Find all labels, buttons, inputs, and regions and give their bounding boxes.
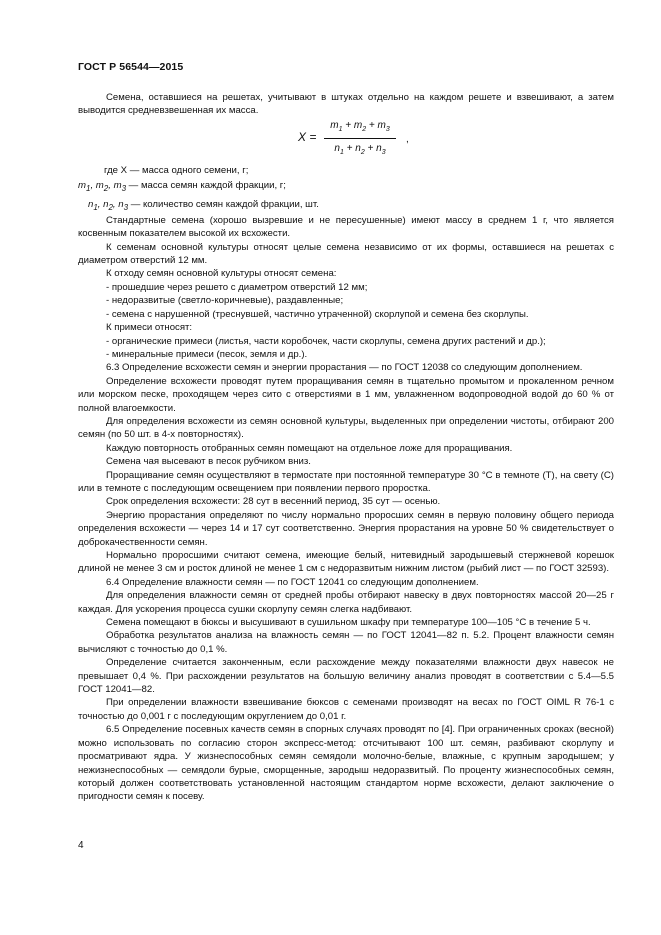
page-number: 4 bbox=[78, 840, 84, 851]
body-paragraph: Обработка результатов анализа на влажность семян — по ГОСТ 12041—82 п. 5.2. Процент влажности семян вычисляют с точностью до 0,1 %. bbox=[78, 630, 614, 655]
body-paragraph: К отходу семян основной культуры относят семена: bbox=[106, 268, 337, 280]
body-paragraph: - недоразвитые (светло-коричневые), раздавленные; bbox=[106, 295, 344, 307]
where-x-var: где X bbox=[104, 164, 128, 176]
intro-paragraph: Семена, оставшиеся на решетах, учитывают в штуках отдельно на каждом решете и взвешивают, а затем выводится средневзвешенная их масса. bbox=[78, 92, 614, 117]
body-paragraph: К семенам основной культуры относят целые семена независимо от их формы, оставшиеся на решетах с диаметром отверстий 12 мм. bbox=[78, 241, 614, 267]
formula-denominator: $n_1 + n_2 + n_3$ bbox=[334, 143, 386, 157]
where-m bbox=[78, 179, 614, 195]
where-x bbox=[78, 164, 614, 177]
body-paragraph: Срок определения всхожести: 28 сут в весенний период, 35 сут — осенью. bbox=[106, 496, 441, 508]
body-paragraph: Для определения всхожести из семян основной культуры, выделенных при определении чистоты, отбирают 200 семян (по 50 шт. в 4-х повторностях). bbox=[78, 415, 614, 441]
formula-tail: , bbox=[406, 133, 409, 145]
body-paragraphs bbox=[78, 214, 614, 804]
document-body bbox=[78, 91, 614, 804]
body-paragraph: - семена с нарушенной (треснувшей, частично утраченной) скорлупой и семена без скорлупы. bbox=[106, 308, 529, 320]
where-x-desc: — масса одного семени, г; bbox=[127, 164, 249, 176]
body-paragraph: 6.5 Определение посевных качеств семян в спорных случаях проводят по [4]. При ограниченных сроках (весной) можно использовать по согласию сторон экспресс-метод: отсчитывают 100 шт. семян, разбивают скорлупу и просматривают ядра. У жизнеспособных семян семядоли молочно-белые, влажные, с крупным зародышем; у нежизнеспособных — семядоли бурые, сморщенные, зародыш недоразвитый. По проценту жизнеспособных семян, который должен соответствовать установленной настоящим стандартом норме всхожести, делают заключение о пригодности семян к посеву. bbox=[78, 724, 614, 803]
where-m-desc: — масса семян каждой фракции, г; bbox=[126, 180, 286, 192]
where-m-var: $m_1$, $m_2$, $m_3$ bbox=[78, 180, 127, 194]
body-paragraph: При определении влажности взвешивание бюксов с семенами производят на весах по ГОСТ OIML R 76-1 с точностью до 0,001 г с последующим округлением до 0,01 г. bbox=[78, 697, 614, 722]
body-paragraph: 6.3 Определение всхожести семян и энергии прорастания — по ГОСТ 12038 со следующим дополнением. bbox=[106, 362, 583, 374]
formula-numerator: $m_1 + m_2 + m_3$ bbox=[324, 119, 396, 139]
where-n bbox=[78, 198, 614, 214]
where-n-var: $n_1$, $n_2$, $n_3$ bbox=[88, 198, 129, 212]
formula-fraction bbox=[324, 119, 396, 160]
body-paragraph: - прошедшие через решето с диаметром отверстий 12 мм; bbox=[106, 281, 368, 293]
body-paragraph: К примеси относят: bbox=[106, 322, 193, 334]
body-paragraph: Семена чая высевают в песок рубчиком вниз. bbox=[106, 456, 311, 468]
mass-formula bbox=[78, 119, 614, 161]
body-paragraph: Стандартные семена (хорошо вызревшие и не пересушенные) имеют массу в среднем 1 г, что является косвенным показателем высокой их всхожести. bbox=[78, 214, 614, 240]
body-paragraph: Определение считается законченным, если расхождение между показателями влажности двух навесок не превышает 0,4 %. При расхождении результатов на большую величину анализ проводят в соответствии с 5.4—5.5 ГОСТ 12041—82. bbox=[78, 657, 614, 696]
body-paragraph: Нормально проросшими считают семена, имеющие белый, нитевидный зародышевый стержневой корешок длиной не менее 3 см и росток длиной не менее 1 см с недоразвитым нижним листом (рыбий лист — по ГОСТ 32593). bbox=[78, 550, 614, 575]
body-paragraph: Семена помещают в бюксы и высушивают в сушильном шкафу при температуре 100—105 °С в течение 5 ч. bbox=[106, 617, 591, 629]
document-header: ГОСТ Р 56544—2015 bbox=[78, 61, 184, 73]
body-paragraph: - минеральные примеси (песок, земля и др.). bbox=[106, 348, 308, 360]
body-paragraph: - органические примеси (листья, части коробочек, части скорлупы, семена других растений и др.); bbox=[106, 335, 546, 347]
body-paragraph: Для определения влажности семян от средней пробы отбирают навеску в двух повторностях массой 20—25 г каждая. Для ускорения процесса сушки скорлупу семян слегка надбивают. bbox=[78, 590, 614, 615]
body-paragraph: Проращивание семян осуществляют в термостате при постоянной температуре 30 °С в темноте (Т), на свету (С) или в темноте с последующим освещением при появлении первого проростка. bbox=[78, 469, 614, 494]
where-n-desc: — количество семян каждой фракции, шт. bbox=[128, 198, 319, 210]
formula-lhs: X = bbox=[298, 129, 317, 144]
body-paragraph: Энергию прорастания определяют по числу нормально проросших семян в первую половину общего периода определения всхожести — через 14 и 17 сут соответственно. Энергия прорастания на уровне 50 % свидетельствует о доброкачественности семян. bbox=[78, 509, 614, 548]
body-paragraph: 6.4 Определение влажности семян — по ГОСТ 12041 со следующим дополнением. bbox=[106, 576, 479, 588]
body-paragraph: Определение всхожести проводят путем проращивания семян в тщательно промытом и прокаленном речном или морском песке, проходящем через сито с отверстиями в 1 мм, увлажненном водопроводной водой до 60 % от полной влагоемкости. bbox=[78, 375, 614, 414]
body-paragraph: Каждую повторность отобранных семян помещают на отдельное ложе для проращивания. bbox=[106, 442, 513, 454]
